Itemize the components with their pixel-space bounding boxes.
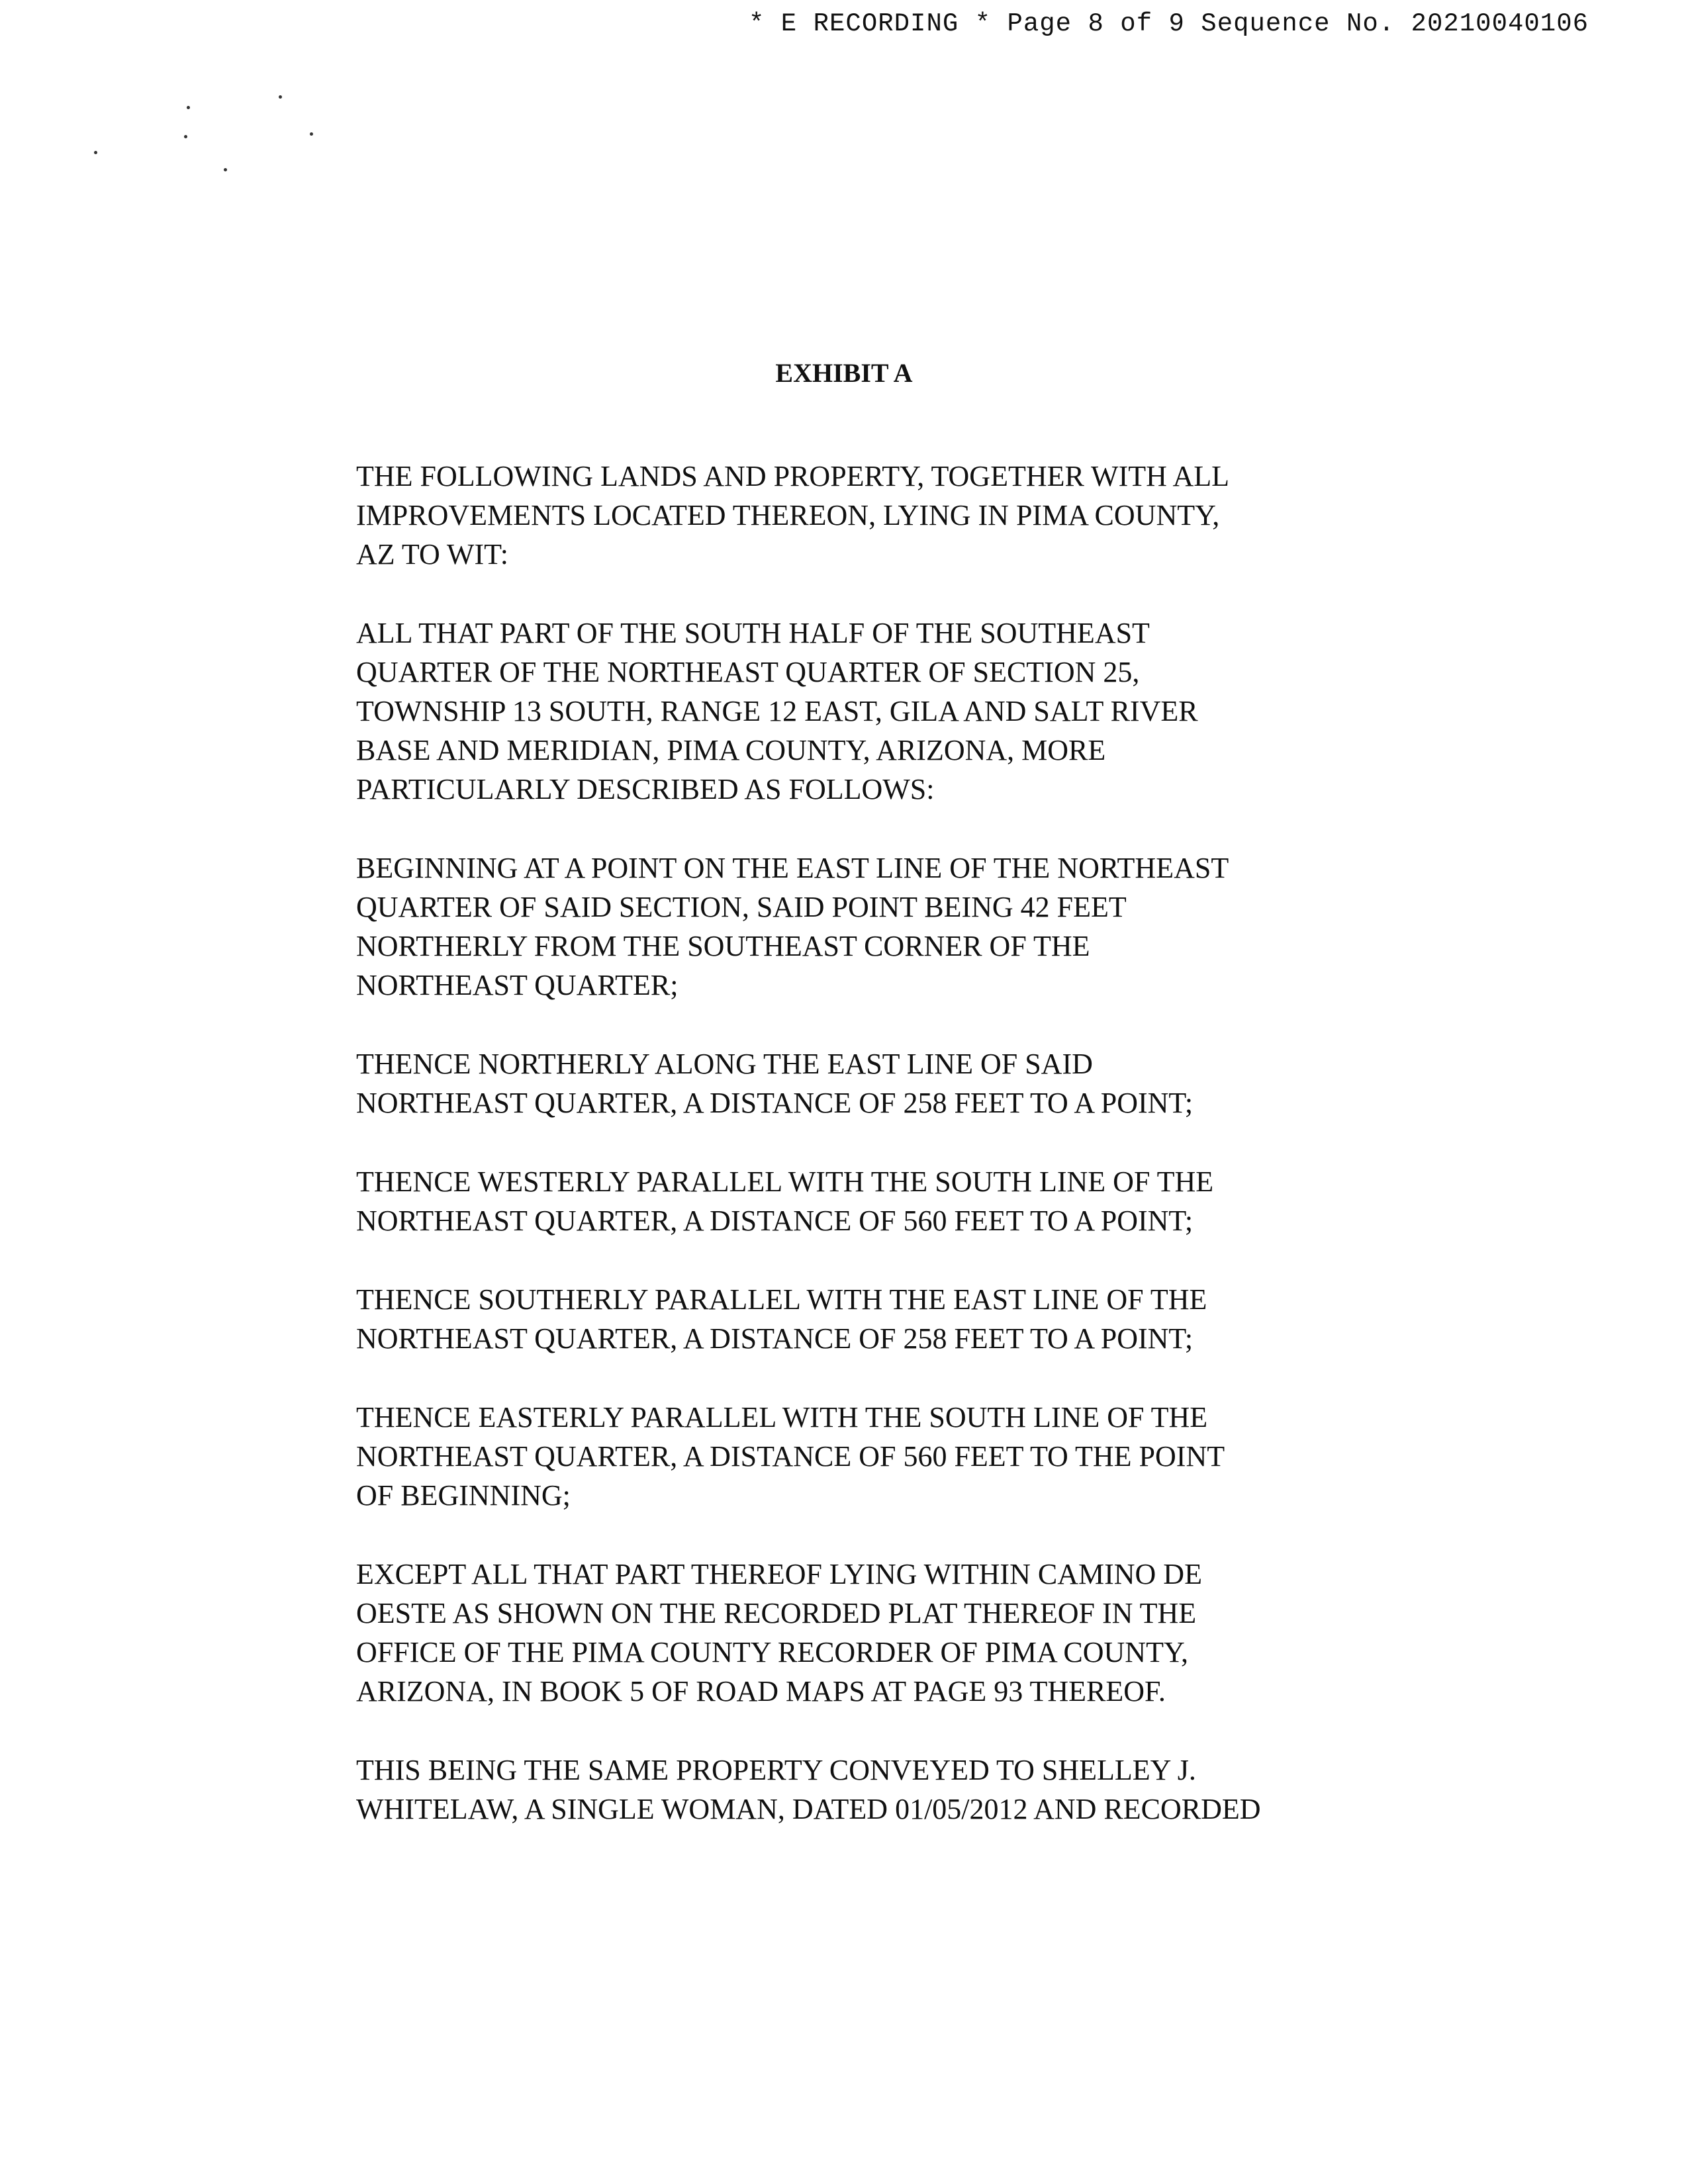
paragraph-westerly: [356, 1162, 1349, 1240]
text-line: ARIZONA, IN BOOK 5 OF ROAD MAPS AT PAGE 93 THEREOF.: [356, 1675, 1166, 1707]
text-line: OESTE AS SHOWN ON THE RECORDED PLAT THEREOF IN THE: [356, 1597, 1197, 1629]
text-line: NORTHEAST QUARTER;: [356, 969, 679, 1001]
text-line: THENCE WESTERLY PARALLEL WITH THE SOUTH LINE OF THE: [356, 1165, 1214, 1198]
text-line: AZ TO WIT:: [356, 538, 509, 570]
text-line: IMPROVEMENTS LOCATED THEREON, LYING IN PIMA COUNTY,: [356, 499, 1220, 531]
paragraph-intro: [356, 457, 1349, 574]
text-line: WHITELAW, A SINGLE WOMAN, DATED 01/05/2012 AND RECORDED: [356, 1793, 1261, 1825]
scan-speck: [310, 132, 313, 136]
exhibit-title: EXHIBIT A: [775, 358, 913, 388]
paragraph-beginning: [356, 848, 1349, 1005]
text-line: THENCE NORTHERLY ALONG THE EAST LINE OF SAID: [356, 1048, 1093, 1080]
text-line: PARTICULARLY DESCRIBED AS FOLLOWS:: [356, 773, 935, 805]
text-line: NORTHEAST QUARTER, A DISTANCE OF 258 FEET TO A POINT;: [356, 1322, 1194, 1355]
paragraph-southerly: [356, 1280, 1349, 1358]
text-line: TOWNSHIP 13 SOUTH, RANGE 12 EAST, GILA AND SALT RIVER: [356, 695, 1198, 727]
scan-speck: [94, 151, 97, 154]
text-line: QUARTER OF THE NORTHEAST QUARTER OF SECTION 25,: [356, 656, 1140, 688]
text-line: NORTHERLY FROM THE SOUTHEAST CORNER OF THE: [356, 930, 1090, 962]
text-line: THE FOLLOWING LANDS AND PROPERTY, TOGETHER WITH ALL: [356, 460, 1229, 492]
text-line: THENCE EASTERLY PARALLEL WITH THE SOUTH LINE OF THE: [356, 1401, 1208, 1433]
recording-header: * E RECORDING * Page 8 of 9 Sequence No. 20210040106: [749, 9, 1589, 38]
paragraph-exception: [356, 1555, 1349, 1711]
text-line: NORTHEAST QUARTER, A DISTANCE OF 560 FEET TO THE POINT: [356, 1440, 1225, 1473]
text-line: ALL THAT PART OF THE SOUTH HALF OF THE SOUTHEAST: [356, 617, 1150, 649]
text-line: BEGINNING AT A POINT ON THE EAST LINE OF THE NORTHEAST: [356, 852, 1229, 884]
text-line: BASE AND MERIDIAN, PIMA COUNTY, ARIZONA, MORE: [356, 734, 1106, 766]
scan-speck: [224, 168, 227, 171]
paragraph-conveyance: [356, 1751, 1349, 1829]
paragraph-northerly: [356, 1044, 1349, 1122]
text-line: OFFICE OF THE PIMA COUNTY RECORDER OF PIMA COUNTY,: [356, 1636, 1189, 1668]
paragraph-parcel: [356, 614, 1349, 809]
paragraph-easterly: [356, 1398, 1349, 1515]
text-line: NORTHEAST QUARTER, A DISTANCE OF 560 FEET TO A POINT;: [356, 1205, 1194, 1237]
scan-speck: [279, 95, 282, 99]
text-line: EXCEPT ALL THAT PART THEREOF LYING WITHIN CAMINO DE: [356, 1558, 1202, 1590]
text-line: THIS BEING THE SAME PROPERTY CONVEYED TO SHELLEY J.: [356, 1754, 1196, 1786]
legal-description: [356, 457, 1349, 1868]
scan-speck: [187, 106, 190, 109]
text-line: QUARTER OF SAID SECTION, SAID POINT BEING 42 FEET: [356, 891, 1127, 923]
scan-speck: [184, 135, 187, 138]
text-line: NORTHEAST QUARTER, A DISTANCE OF 258 FEET TO A POINT;: [356, 1087, 1194, 1119]
text-line: OF BEGINNING;: [356, 1479, 571, 1512]
text-line: THENCE SOUTHERLY PARALLEL WITH THE EAST LINE OF THE: [356, 1283, 1207, 1316]
